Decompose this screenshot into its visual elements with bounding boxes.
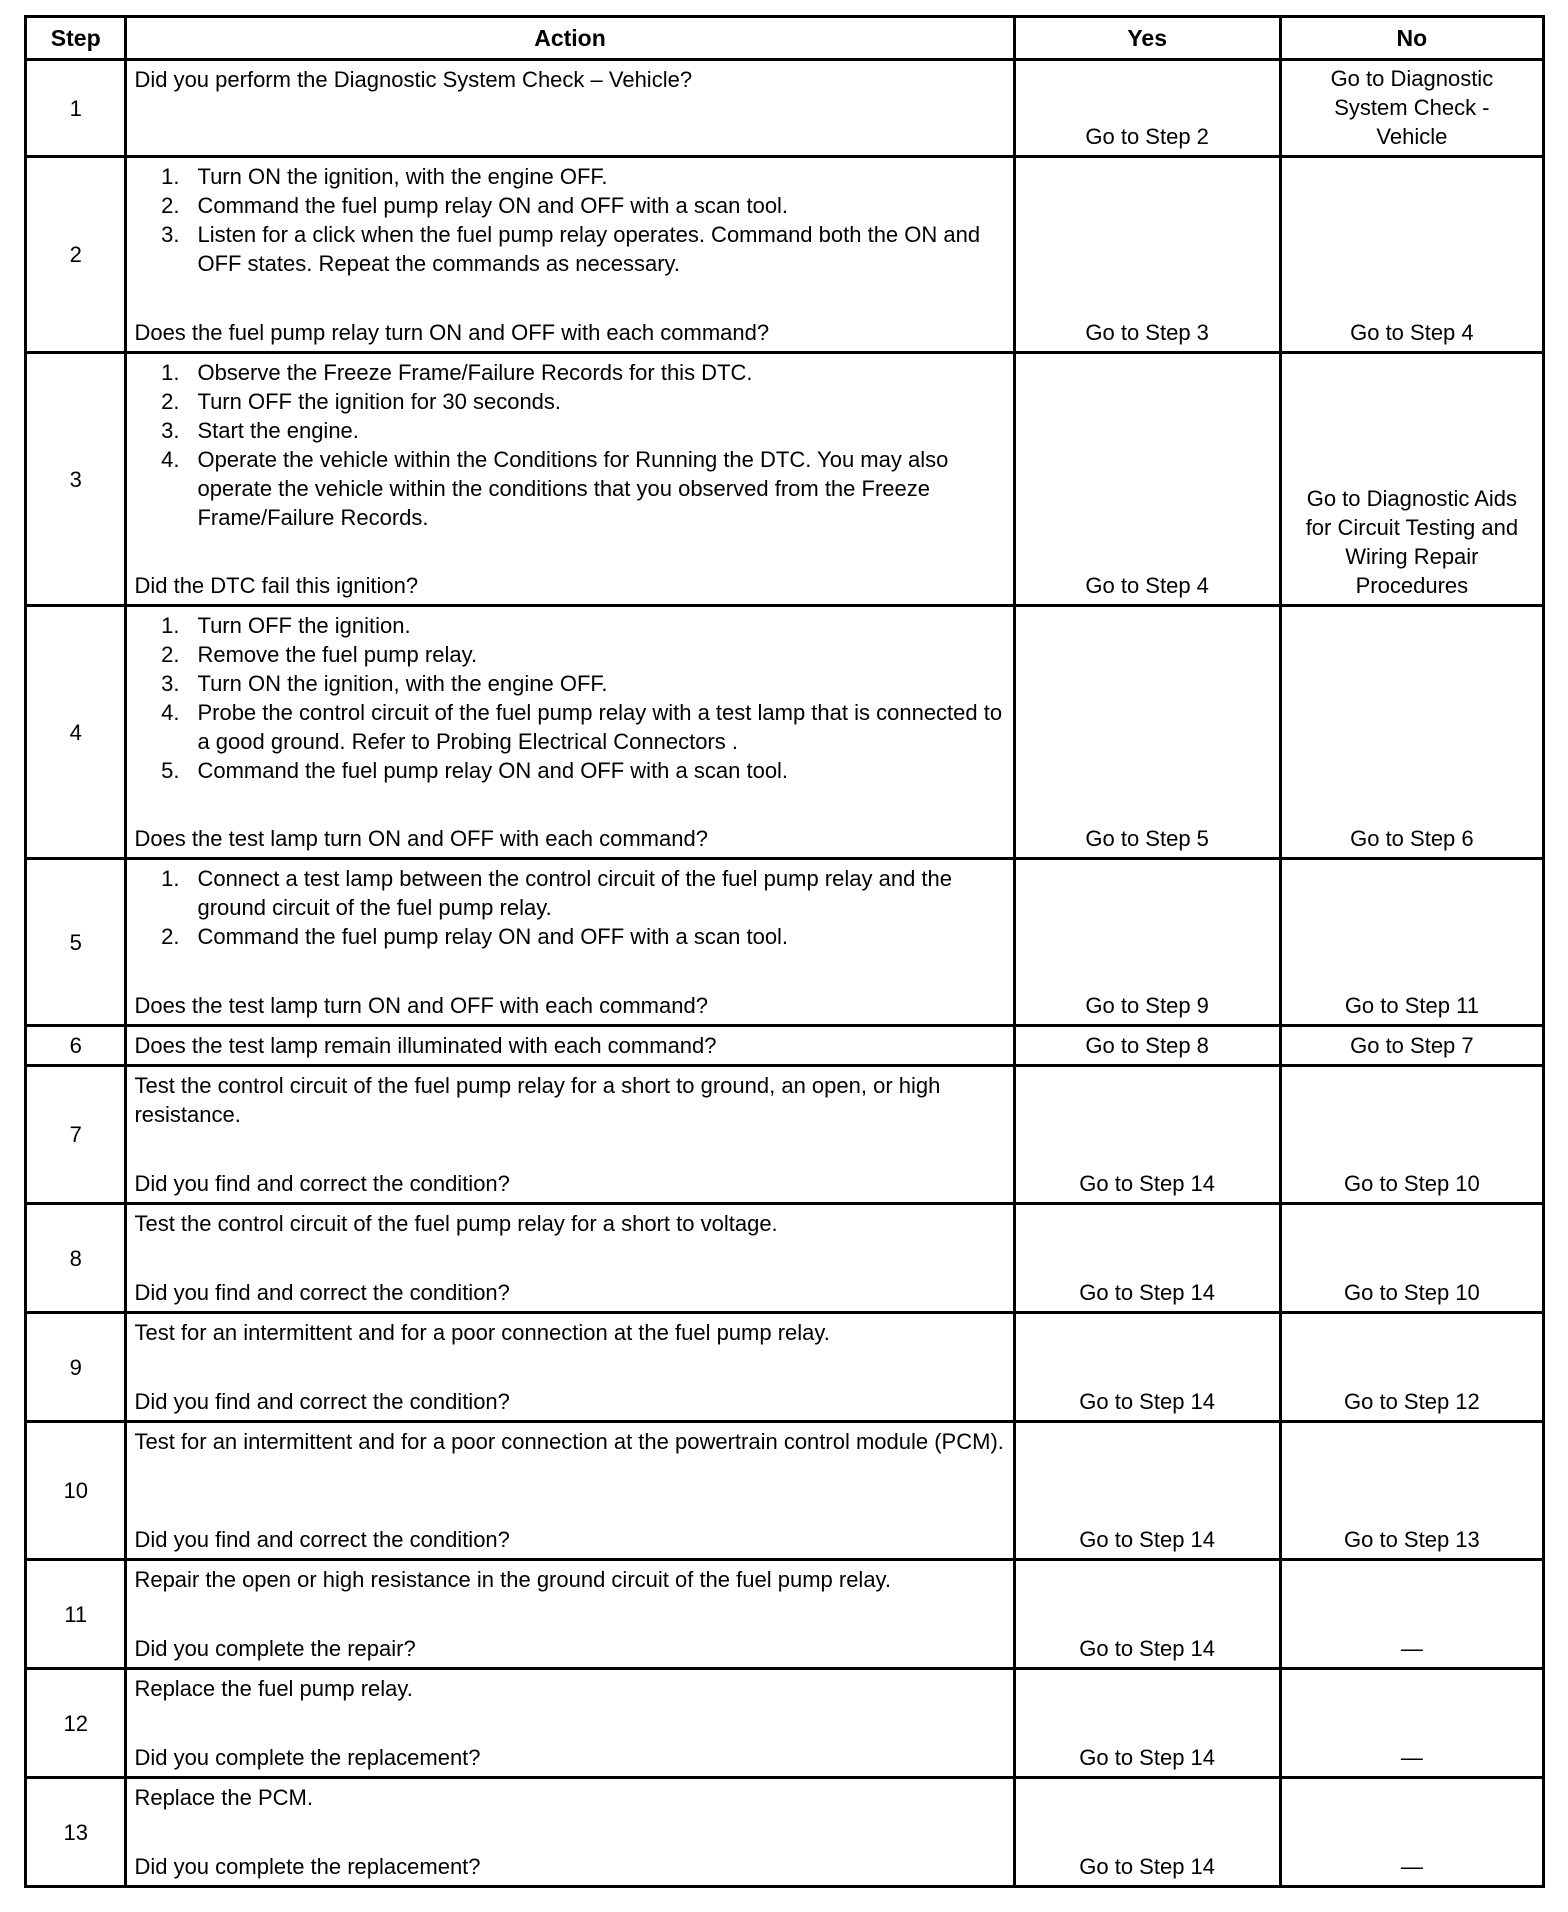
instruction-list bbox=[134, 358, 1006, 532]
no-outcome-line: — bbox=[1400, 1636, 1423, 1661]
instruction-item bbox=[134, 387, 1006, 416]
instruction-item bbox=[134, 358, 1006, 387]
action-content bbox=[134, 1209, 1006, 1307]
instruction-item bbox=[134, 191, 1006, 220]
action-content bbox=[134, 65, 1006, 151]
action-text: Replace the fuel pump relay. bbox=[134, 1676, 413, 1701]
instruction-text: Start the engine. bbox=[197, 418, 359, 443]
instruction-item bbox=[134, 220, 1006, 278]
no-outcome-line: for Circuit Testing and bbox=[1305, 515, 1519, 540]
instruction-item bbox=[134, 698, 1006, 756]
instruction-list bbox=[134, 162, 1006, 278]
action-cell bbox=[126, 859, 1014, 1026]
no-outcome bbox=[1280, 1560, 1543, 1669]
no-outcome-line: Go to Diagnostic bbox=[1330, 66, 1494, 91]
table-row bbox=[26, 1026, 1544, 1066]
action-question: Does the test lamp turn ON and OFF with each command? bbox=[134, 826, 708, 851]
no-outcome-line: Go to Step 6 bbox=[1350, 826, 1474, 851]
action-content bbox=[134, 1031, 1006, 1060]
no-outcome-line: Wiring Repair bbox=[1345, 544, 1479, 569]
action-cell bbox=[126, 1026, 1014, 1066]
action-cell bbox=[126, 1560, 1014, 1669]
no-outcome-line: Vehicle bbox=[1376, 124, 1448, 149]
action-content bbox=[134, 1318, 1006, 1416]
no-outcome-line: Go to Step 10 bbox=[1344, 1171, 1480, 1196]
table-row bbox=[26, 859, 1544, 1026]
instruction-item bbox=[134, 922, 1006, 951]
instruction-number: 1. bbox=[161, 613, 180, 638]
action-top bbox=[134, 1209, 1006, 1238]
no-outcome-line: System Check - bbox=[1334, 95, 1490, 120]
action-text: Test for an intermittent and for a poor connection at the fuel pump relay. bbox=[134, 1320, 830, 1345]
instruction-number: 2. bbox=[161, 193, 180, 218]
action-question: Does the fuel pump relay turn ON and OFF with each command? bbox=[134, 320, 770, 345]
step-number: 13 bbox=[26, 1778, 126, 1887]
action-top bbox=[134, 1318, 1006, 1347]
instruction-text: Turn ON the ignition, with the engine OFF. bbox=[197, 671, 608, 696]
header-no: No bbox=[1280, 17, 1543, 60]
action-cell bbox=[126, 1669, 1014, 1778]
no-outcome-line: Go to Diagnostic Aids bbox=[1306, 486, 1518, 511]
yes-outcome: Go to Step 14 bbox=[1014, 1778, 1280, 1887]
action-cell bbox=[126, 1313, 1014, 1422]
action-top bbox=[134, 358, 1006, 532]
action-cell bbox=[126, 606, 1014, 859]
yes-outcome: Go to Step 14 bbox=[1014, 1560, 1280, 1669]
action-text: Test the control circuit of the fuel pump relay for a short to ground, an open, or high resistance. bbox=[134, 1073, 941, 1127]
step-number: 12 bbox=[26, 1669, 126, 1778]
instruction-item bbox=[134, 611, 1006, 640]
instruction-text: Turn ON the ignition, with the engine OFF. bbox=[197, 164, 608, 189]
no-outcome bbox=[1280, 157, 1543, 353]
action-cell bbox=[126, 1066, 1014, 1204]
no-outcome bbox=[1280, 1204, 1543, 1313]
instruction-item bbox=[134, 445, 1006, 532]
instruction-number: 4. bbox=[161, 700, 180, 725]
no-outcome-line: Go to Step 4 bbox=[1350, 320, 1474, 345]
instruction-text: Command the fuel pump relay ON and OFF with a scan tool. bbox=[197, 193, 789, 218]
instruction-number: 1. bbox=[161, 360, 180, 385]
action-content bbox=[134, 1783, 1006, 1881]
table-row bbox=[26, 157, 1544, 353]
action-text: Test the control circuit of the fuel pump relay for a short to voltage. bbox=[134, 1211, 778, 1236]
yes-outcome: Go to Step 3 bbox=[1014, 157, 1280, 353]
action-top bbox=[134, 1783, 1006, 1812]
action-content bbox=[134, 1071, 1006, 1198]
action-text: Repair the open or high resistance in the ground circuit of the fuel pump relay. bbox=[134, 1567, 892, 1592]
table-row bbox=[26, 1778, 1544, 1887]
instruction-number: 1. bbox=[161, 866, 180, 891]
no-outcome bbox=[1280, 1669, 1543, 1778]
action-text: Test for an intermittent and for a poor connection at the powertrain control module (PCM). bbox=[134, 1429, 1004, 1454]
instruction-number: 3. bbox=[161, 222, 180, 247]
header-row bbox=[26, 17, 1544, 60]
instruction-text: Turn OFF the ignition for 30 seconds. bbox=[197, 389, 562, 414]
action-cell bbox=[126, 1204, 1014, 1313]
action-question: Did you find and correct the condition? bbox=[134, 1280, 510, 1305]
action-top bbox=[134, 1565, 1006, 1594]
no-outcome bbox=[1280, 1026, 1543, 1066]
no-outcome bbox=[1280, 1778, 1543, 1887]
yes-outcome: Go to Step 5 bbox=[1014, 606, 1280, 859]
no-outcome-line: Go to Step 11 bbox=[1344, 993, 1479, 1018]
yes-outcome: Go to Step 14 bbox=[1014, 1313, 1280, 1422]
instruction-item bbox=[134, 756, 1006, 785]
step-number: 6 bbox=[26, 1026, 126, 1066]
step-number: 8 bbox=[26, 1204, 126, 1313]
instruction-item bbox=[134, 864, 1006, 922]
instruction-number: 5. bbox=[161, 758, 180, 783]
no-outcome bbox=[1280, 1313, 1543, 1422]
no-outcome-line: Go to Step 10 bbox=[1344, 1280, 1480, 1305]
step-number: 1 bbox=[26, 60, 126, 157]
yes-outcome: Go to Step 2 bbox=[1014, 60, 1280, 157]
action-cell bbox=[126, 1778, 1014, 1887]
action-content bbox=[134, 1565, 1006, 1663]
action-top bbox=[134, 1674, 1006, 1703]
instruction-text: Command the fuel pump relay ON and OFF with a scan tool. bbox=[197, 924, 789, 949]
action-question: Did you find and correct the condition? bbox=[134, 1171, 510, 1196]
instruction-text: Command the fuel pump relay ON and OFF with a scan tool. bbox=[197, 758, 789, 783]
instruction-text: Listen for a click when the fuel pump relay operates. Command both the ON and OFF states. Repeat the commands as necessary. bbox=[197, 222, 981, 276]
instruction-item bbox=[134, 640, 1006, 669]
action-content bbox=[134, 162, 1006, 347]
instruction-text: Turn OFF the ignition. bbox=[197, 613, 411, 638]
action-text: Does the test lamp remain illuminated with each command? bbox=[134, 1033, 717, 1058]
action-question: Did you find and correct the condition? bbox=[134, 1527, 510, 1552]
yes-outcome: Go to Step 4 bbox=[1014, 353, 1280, 606]
action-top bbox=[134, 864, 1006, 951]
action-cell bbox=[126, 1422, 1014, 1560]
action-content bbox=[134, 611, 1006, 853]
instruction-number: 1. bbox=[161, 164, 180, 189]
yes-outcome: Go to Step 8 bbox=[1014, 1026, 1280, 1066]
instruction-number: 3. bbox=[161, 671, 180, 696]
no-outcome-line: Go to Step 7 bbox=[1350, 1033, 1474, 1058]
action-top bbox=[134, 65, 1006, 94]
step-number: 10 bbox=[26, 1422, 126, 1560]
action-text: Replace the PCM. bbox=[134, 1785, 313, 1810]
action-cell bbox=[126, 157, 1014, 353]
table-row bbox=[26, 606, 1544, 859]
no-outcome-line: Go to Step 13 bbox=[1344, 1527, 1480, 1552]
step-number: 9 bbox=[26, 1313, 126, 1422]
instruction-number: 2. bbox=[161, 642, 180, 667]
action-top bbox=[134, 611, 1006, 785]
action-cell bbox=[126, 60, 1014, 157]
action-content bbox=[134, 1674, 1006, 1772]
yes-outcome: Go to Step 14 bbox=[1014, 1422, 1280, 1560]
action-top bbox=[134, 162, 1006, 278]
instruction-text: Connect a test lamp between the control circuit of the fuel pump relay and the ground circuit of the fuel pump relay. bbox=[197, 866, 952, 920]
instruction-number: 2. bbox=[161, 389, 180, 414]
instruction-text: Remove the fuel pump relay. bbox=[197, 642, 478, 667]
no-outcome-line: — bbox=[1400, 1854, 1423, 1879]
instruction-list bbox=[134, 864, 1006, 951]
instruction-text: Probe the control circuit of the fuel pump relay with a test lamp that is connected to a good ground. Refer to Probing Electrical Connectors . bbox=[197, 700, 1003, 754]
header-step: Step bbox=[26, 17, 126, 60]
yes-outcome: Go to Step 14 bbox=[1014, 1066, 1280, 1204]
table-row bbox=[26, 1066, 1544, 1204]
no-outcome bbox=[1280, 353, 1543, 606]
diagnostic-table-sheet bbox=[24, 15, 1545, 1888]
action-text: Did you perform the Diagnostic System Check – Vehicle? bbox=[134, 67, 693, 92]
action-question: Does the test lamp turn ON and OFF with each command? bbox=[134, 993, 708, 1018]
table-row bbox=[26, 60, 1544, 157]
action-content bbox=[134, 864, 1006, 1020]
step-number: 11 bbox=[26, 1560, 126, 1669]
instruction-item bbox=[134, 162, 1006, 191]
yes-outcome: Go to Step 14 bbox=[1014, 1204, 1280, 1313]
diagnostic-table bbox=[24, 15, 1545, 1888]
yes-outcome: Go to Step 9 bbox=[1014, 859, 1280, 1026]
no-outcome-line: Procedures bbox=[1355, 573, 1469, 598]
action-content bbox=[134, 358, 1006, 600]
table-row bbox=[26, 1313, 1544, 1422]
instruction-item bbox=[134, 669, 1006, 698]
instruction-list bbox=[134, 611, 1006, 785]
table-row bbox=[26, 1560, 1544, 1669]
step-number: 5 bbox=[26, 859, 126, 1026]
action-question: Did you complete the repair? bbox=[134, 1636, 416, 1661]
instruction-text: Observe the Freeze Frame/Failure Records for this DTC. bbox=[197, 360, 753, 385]
action-top bbox=[134, 1071, 1006, 1129]
action-top bbox=[134, 1031, 1006, 1060]
header-action: Action bbox=[126, 17, 1014, 60]
step-number: 7 bbox=[26, 1066, 126, 1204]
no-outcome bbox=[1280, 60, 1543, 157]
step-number: 3 bbox=[26, 353, 126, 606]
yes-outcome: Go to Step 14 bbox=[1014, 1669, 1280, 1778]
action-question: Did you complete the replacement? bbox=[134, 1854, 481, 1879]
table-row bbox=[26, 1204, 1544, 1313]
no-outcome bbox=[1280, 1422, 1543, 1560]
table-row bbox=[26, 353, 1544, 606]
action-question: Did you complete the replacement? bbox=[134, 1745, 481, 1770]
step-number: 2 bbox=[26, 157, 126, 353]
instruction-number: 2. bbox=[161, 924, 180, 949]
action-question: Did you find and correct the condition? bbox=[134, 1389, 510, 1414]
no-outcome bbox=[1280, 1066, 1543, 1204]
instruction-number: 4. bbox=[161, 447, 180, 472]
header-yes: Yes bbox=[1014, 17, 1280, 60]
no-outcome bbox=[1280, 606, 1543, 859]
instruction-text: Operate the vehicle within the Conditions for Running the DTC. You may also operate the vehicle within the conditions that you observed from the Freeze Frame/Failure Records. bbox=[197, 447, 949, 530]
no-outcome bbox=[1280, 859, 1543, 1026]
table-body bbox=[26, 60, 1544, 1887]
action-cell bbox=[126, 353, 1014, 606]
table-row bbox=[26, 1422, 1544, 1560]
no-outcome-line: — bbox=[1400, 1745, 1423, 1770]
action-top bbox=[134, 1427, 1006, 1456]
action-question: Did the DTC fail this ignition? bbox=[134, 573, 419, 598]
no-outcome-line: Go to Step 12 bbox=[1344, 1389, 1480, 1414]
table-row bbox=[26, 1669, 1544, 1778]
action-content bbox=[134, 1427, 1006, 1554]
instruction-number: 3. bbox=[161, 418, 180, 443]
instruction-item bbox=[134, 416, 1006, 445]
step-number: 4 bbox=[26, 606, 126, 859]
